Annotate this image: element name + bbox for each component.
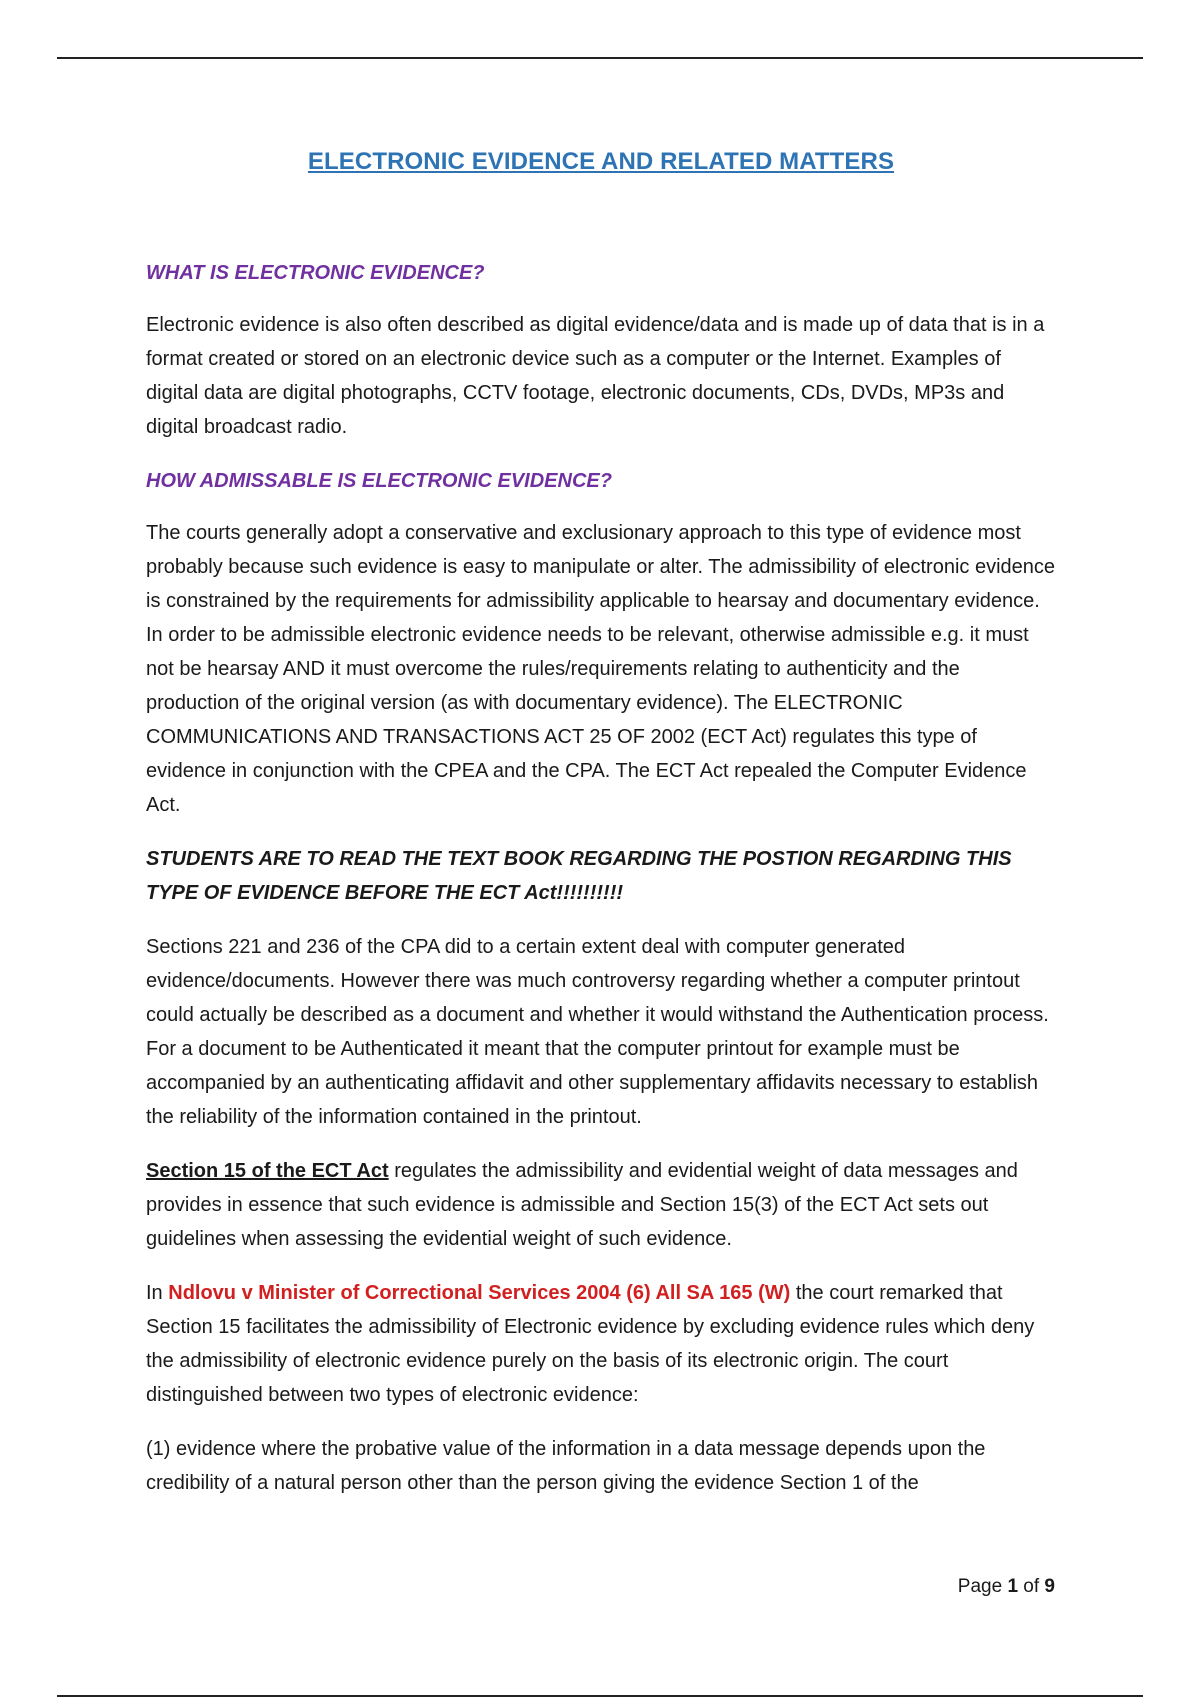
student-notice: STUDENTS ARE TO READ THE TEXT BOOK REGARDING THE POSTION REGARDING THIS TYPE OF EVIDENCE BEFORE THE ECT Act!!!!!!!!!!: [146, 848, 1012, 904]
heading-admissibility: HOW ADMISSABLE IS ELECTRONIC EVIDENCE?: [146, 470, 612, 492]
paragraph-type-one: (1) evidence where the probative value of the information in a data message depends upon the credibility of a natural person other than the person giving the evidence Section 1 of the: [146, 1438, 986, 1494]
page-number: [958, 1576, 1055, 1598]
paragraph-cpa-sections: Sections 221 and 236 of the CPA did to a certain extent deal with computer generated evidence/documents. However there was much controversy regarding whether a computer printout could actually be described as a document and whether it would withstand the Authentication process. For a document to be Authenticated it meant that the computer printout for example must be accompanied by an authenticating affidavit and other supplementary affidavits necessary to establish the reliability of the information contained in the printout.: [146, 936, 1049, 1128]
case-citation: Ndlovu v Minister of Correctional Services 2004 (6) All SA 165 (W): [168, 1282, 791, 1304]
document-body: [146, 256, 1056, 1520]
case-text: the court remarked that Section 15 facilitates the admissibility of Electronic evidence by excluding evidence rules which deny the admissibility of electronic evidence purely on the basis of its electronic origin. The court distinguished between two types of electronic evidence:: [146, 1282, 1035, 1406]
total-pages: 9: [1044, 1576, 1055, 1597]
current-page: 1: [1007, 1576, 1019, 1597]
paragraph-definition: Electronic evidence is also often described as digital evidence/data and is made up of data that is in a format created or stored on an electronic device such as a computer or the Internet. Examples of digital data are digital photographs, CCTV footage, electronic documents, CDs, DVDs, MP3s and digital broadcast radio.: [146, 314, 1045, 438]
document-title: ELECTRONIC EVIDENCE AND RELATED MATTERS: [307, 148, 895, 175]
section-15-reference: Section 15 of the ECT Act: [146, 1160, 389, 1182]
footer-rule: [57, 1695, 1143, 1697]
page-label: Page: [957, 1576, 1008, 1597]
paragraph-section-15: [146, 1154, 1056, 1256]
case-intro: In: [146, 1282, 169, 1304]
header-rule: [57, 57, 1143, 59]
paragraph-admissibility: The courts generally adopt a conservative and exclusionary approach to this type of evidence most probably because such evidence is easy to manipulate or alter. The admissibility of electronic evidence is constrained by the requirements for admissibility applicable to hearsay and documentary evidence. In order to be admissible electronic evidence needs to be relevant, otherwise admissible e.g. it must not be hearsay AND it must overcome the rules/requirements relating to authenticity and the production of the original version (as with documentary evidence). The ELECTRONIC COMMUNICATIONS AND TRANSACTIONS ACT 25 OF 2002 (ECT Act) regulates this type of evidence in conjunction with the CPEA and the CPA. The ECT Act repealed the Computer Evidence Act.: [146, 522, 1056, 816]
section-15-text: regulates the admissibility and evidential weight of data messages and provides in essence that such evidence is admissible and Section 15(3) of the ECT Act sets out guidelines when assessing the evidential weight of such evidence.: [146, 1160, 1018, 1250]
heading-what-is: WHAT IS ELECTRONIC EVIDENCE?: [146, 262, 485, 284]
of-label: of: [1018, 1576, 1045, 1597]
paragraph-ndlovu-case: [146, 1276, 1056, 1412]
